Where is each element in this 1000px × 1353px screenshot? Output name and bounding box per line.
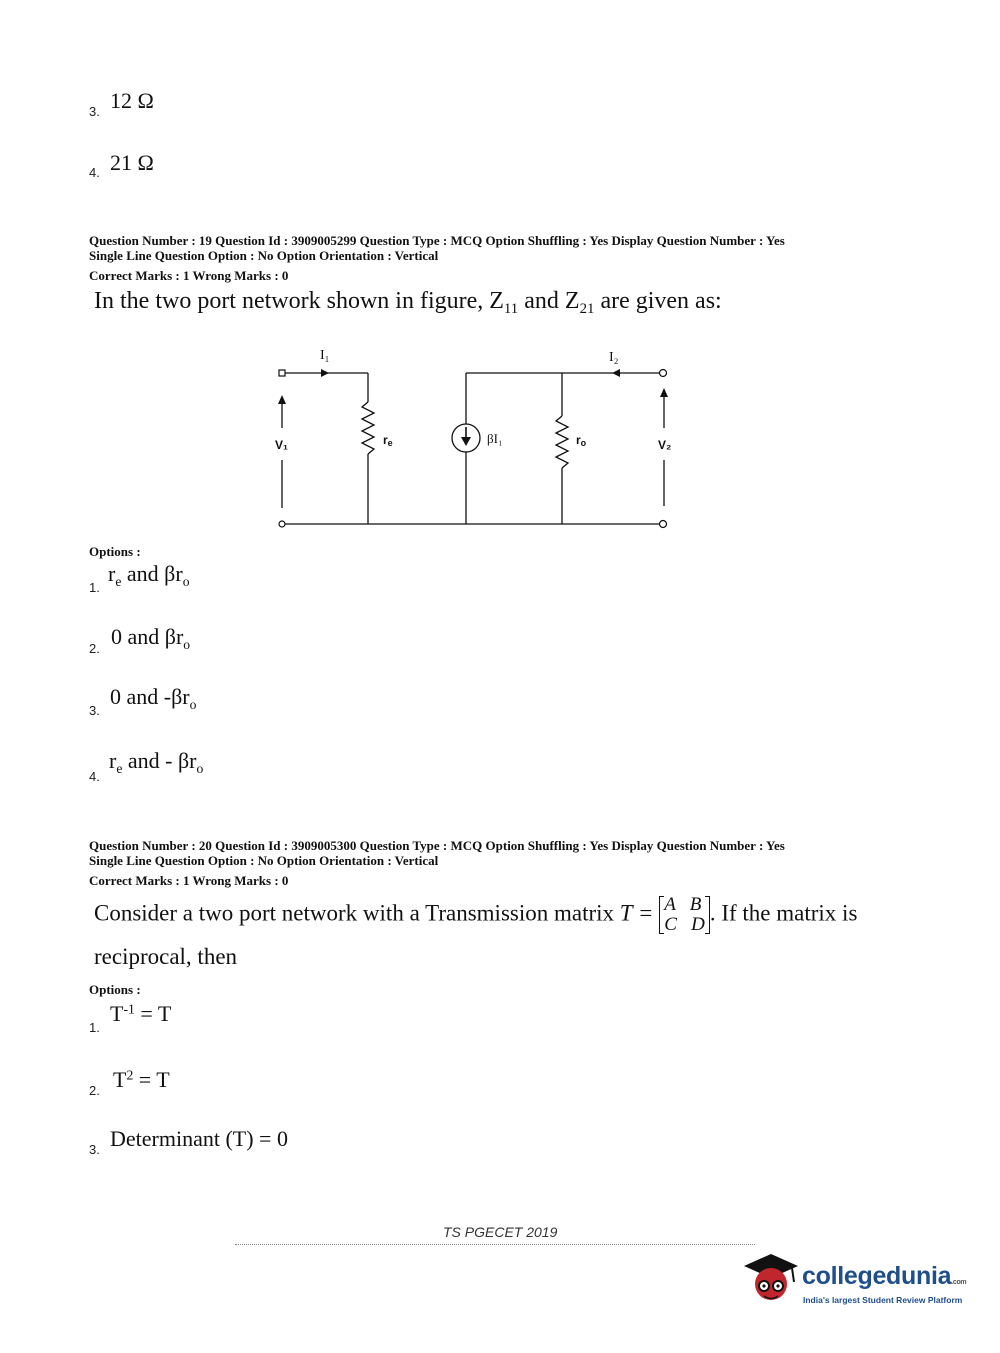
- arrowhead-icon: [278, 395, 286, 404]
- footer-exam-title: TS PGECET 2019: [443, 1224, 558, 1240]
- label-v1: V₁: [275, 438, 288, 452]
- current-arrow-i2-icon: [612, 369, 620, 377]
- brand-tagline: India's largest Student Review Platform: [803, 1295, 963, 1305]
- question-text-part: Consider a two port network with a Transmission matrix: [94, 900, 620, 926]
- question-meta-line2: Single Line Question Option : No Option Orientation : Vertical: [89, 248, 439, 263]
- option-number: 2.: [89, 1083, 100, 1098]
- arrowhead-icon: [660, 388, 668, 397]
- options-label: Options :: [89, 982, 141, 997]
- option-text: 0 and $-\beta r_o$: [110, 684, 197, 712]
- option-number: 3.: [89, 1142, 100, 1157]
- label-current-source: βI₁: [487, 431, 503, 446]
- matrix-symbol: T =: [619, 900, 654, 926]
- option-number: 4.: [89, 769, 100, 784]
- question-text-part: and Z: [518, 288, 580, 314]
- label-i1: I₁: [320, 348, 330, 363]
- resistor-re: [362, 402, 374, 454]
- option-number: 1.: [89, 580, 100, 595]
- question-meta-line1: Question Number : 20 Question Id : 3909005300 Question Type : MCQ Option Shuffling : Yes Display Question Number : Yes: [89, 838, 785, 853]
- question-meta-line2: Single Line Question Option : No Option Orientation : Vertical: [89, 853, 439, 868]
- question-text-part: In the two port network shown in figure, Z: [94, 288, 504, 314]
- option-text: $T^2 = T$: [113, 1067, 170, 1092]
- footer-divider: [235, 1244, 755, 1245]
- label-v2: V₂: [658, 438, 672, 452]
- two-port-network-diagram: [270, 340, 680, 540]
- question-meta-line1: Question Number : 19 Question Id : 3909005299 Question Type : MCQ Option Shuffling : Yes Display Question Number : Yes: [89, 233, 785, 248]
- question-marks: Correct Marks : 1 Wrong Marks : 0: [89, 268, 289, 283]
- option-number: 3.: [89, 104, 100, 119]
- subscript: 11: [503, 301, 519, 318]
- brand-name: collegedunia.com: [802, 1262, 967, 1290]
- terminal-node: [279, 521, 285, 527]
- option-number: 2.: [89, 641, 100, 656]
- question-text-line1: [94, 895, 857, 935]
- options-label: Options :: [89, 544, 141, 559]
- question-text: [94, 288, 722, 318]
- option-number: 1.: [89, 1020, 100, 1035]
- option-number: 4.: [89, 165, 100, 180]
- terminal-node: [279, 370, 285, 376]
- option-number: 3.: [89, 703, 100, 718]
- label-re: re: [383, 433, 393, 448]
- label-ro: ro: [576, 433, 587, 448]
- mascot-icon: [740, 1246, 802, 1308]
- option-text: 12 Ω: [110, 88, 154, 113]
- transmission-matrix: A B C D: [659, 895, 710, 935]
- resistor-ro: [556, 416, 568, 468]
- option-text: $r_e$ and - $\beta r_o$: [109, 748, 204, 776]
- terminal-node: [660, 370, 667, 377]
- current-arrow-i1-icon: [321, 369, 329, 377]
- question-text-part: . If the matrix is: [709, 900, 858, 926]
- label-i2: I₂: [609, 350, 619, 365]
- question-marks: Correct Marks : 1 Wrong Marks : 0: [89, 873, 289, 888]
- terminal-node: [660, 521, 667, 528]
- option-text: $r_e$ and $\beta r_o$: [108, 561, 190, 589]
- question-text-part: are given as:: [594, 288, 722, 314]
- option-text: Determinant (T) = 0: [110, 1126, 288, 1151]
- subscript: 21: [579, 301, 595, 318]
- option-text: $T^{-1} = T$: [110, 1001, 172, 1026]
- option-text: 21 Ω: [110, 150, 154, 175]
- option-text: 0 and $\beta r_o$: [111, 624, 191, 652]
- question-text-line2: reciprocal, then: [94, 944, 238, 969]
